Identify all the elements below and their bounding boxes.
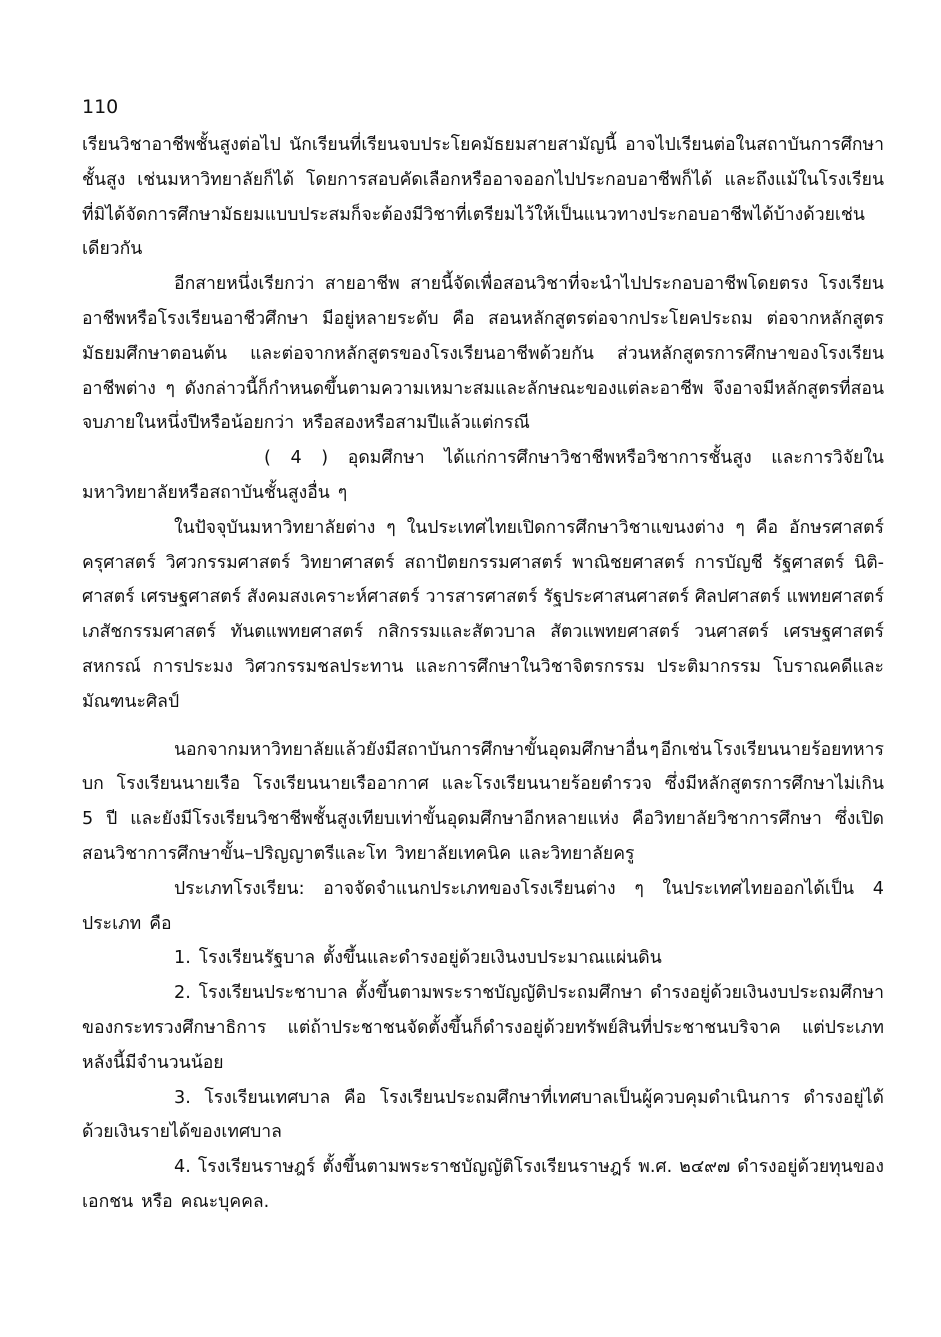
text-line: เดียวกัน <box>82 239 143 260</box>
text-line: จบภายในหนึ่งปีหรือน้อยกว่า หรือสองหรือสามปีแล้วแต่กรณี <box>82 413 530 434</box>
text-line: อาชีพหรือโรงเรียนอาชีวศึกษา มีอยู่หลายระดับ คือ สอนหลักสูตรต่อจากประโยคประถม ต่อจากหลักสูตร <box>82 308 884 329</box>
text-line: 4. โรงเรียนราษฎร์ ตั้งขึ้นตามพระราชบัญญัติโรงเรียนราษฎร์ พ.ศ. ๒๔๙๗ ดำรงอยู่ด้วยทุนของ <box>174 1157 884 1178</box>
text-line: บก โรงเรียนนายเรือ โรงเรียนนายเรืออากาศ และโรงเรียนนายร้อยตำรวจ ซึ่งมีหลักสูตรการศึกษาไม่เกิน <box>82 774 884 795</box>
text-line: ประเภท คือ <box>82 913 172 934</box>
paragraph <box>82 267 884 441</box>
text-line: ประเภทโรงเรียน: อาจจัดจำแนกประเภทของโรงเรียนต่าง ๆ ในประเทศไทยออกได้เป็น 4 <box>174 878 884 899</box>
paragraph <box>82 1081 884 1151</box>
paragraph <box>82 872 884 942</box>
text-line: 5 ปี และยังมีโรงเรียนวิชาชีพชั้นสูงเทียบเท่าขั้นอุดมศึกษาอีกหลายแห่ง คือวิทยาลัยวิชาการศึกษา ซึ่งเปิด <box>82 809 884 830</box>
paragraph <box>82 1150 884 1220</box>
paragraph <box>82 733 884 872</box>
text-line: มหาวิทยาลัยหรือสถาบันชั้นสูงอื่น ๆ <box>82 482 348 503</box>
paragraph-gap <box>82 720 884 733</box>
paragraph <box>82 128 884 267</box>
text-line: ด้วยเงินรายได้ของเทศบาล <box>82 1122 282 1143</box>
text-line: เภสัชกรรมศาสตร์ ทันตแพทยศาสตร์ กสิกรรมและสัตวบาล สัตวแพทยศาสตร์ วนศาสตร์ เศรษฐศาสตร์ <box>82 622 884 643</box>
page-number: 110 <box>82 96 119 118</box>
text-line: เรียนวิชาอาชีพชั้นสูงต่อไป นักเรียนที่เรียนจบประโยคมัธยมสายสามัญนี้ อาจไปเรียนต่อในสถาบันการศึกษา <box>82 135 884 155</box>
paragraph <box>82 511 884 720</box>
text-line: หลังนี้มีจำนวนน้อย <box>82 1052 224 1073</box>
text-line: อาชีพต่าง ๆ ดังกล่าวนี้ก็กำหนดขึ้นตามความเหมาะสมและลักษณะของแต่ละอาชีพ จึงอาจมีหลักสูตรที่สอน <box>82 378 884 399</box>
text-line: เอกชน หรือ คณะบุคคล. <box>82 1191 270 1212</box>
paragraph <box>82 941 884 976</box>
text-line: ( 4 ) อุดมศึกษา ได้แก่การศึกษาวิชาชีพหรือวิชาการชั้นสูง และการวิจัยใน <box>264 448 884 469</box>
text-line: สอนวิชาการศึกษาขั้น–ปริญญาตรีและโท วิทยาลัยเทคนิค และวิทยาลัยครู <box>82 843 635 864</box>
paragraph <box>82 441 884 511</box>
document-body <box>82 128 884 1220</box>
text-line: 2. โรงเรียนประชาบาล ตั้งขึ้นตามพระราชบัญญัติประถมศึกษา ดำรงอยู่ด้วยเงินงบประถมศึกษา <box>174 983 884 1004</box>
text-line: ที่มิได้จัดการศึกษามัธยมแบบประสมก็จะต้องมีวิชาที่เตรียมไว้ให้เป็นแนวทางประกอบอาชีพได้บ้างด้วยเช่น <box>82 204 865 225</box>
text-line: 3. โรงเรียนเทศบาล คือ โรงเรียนประถมศึกษาที่เทศบาลเป็นผู้ควบคุมดำเนินการ ดำรงอยู่ได้ <box>174 1087 884 1108</box>
text-line: ศาสตร์ เศรษฐศาสตร์ สังคมสงเคราะห์ศาสตร์ วารสารศาสตร์ รัฐประศาสนศาสตร์ ศิลปศาสตร์ แพทยศาสตร์ <box>82 587 884 608</box>
text-line: อีกสายหนึ่งเรียกว่า สายอาชีพ สายนี้จัดเพื่อสอนวิชาที่จะนำไปประกอบอาชีพโดยตรง โรงเรียน <box>174 274 884 295</box>
text-line: ในปัจจุบันมหาวิทยาลัยต่าง ๆ ในประเทศไทยเปิดการศึกษาวิชาแขนงต่าง ๆ คือ อักษรศาสตร์ <box>174 517 884 538</box>
text-line: ชั้นสูง เช่นมหาวิทยาลัยก็ได้ โดยการสอบคัดเลือกหรืออาจออกไปประกอบอาชีพก็ได้ และถึงแม้ในโรงเรียน <box>82 169 884 190</box>
text-line: มัณฑนะศิลป์ <box>82 691 180 712</box>
text-line: 1. โรงเรียนรัฐบาล ตั้งขึ้นและดำรงอยู่ด้วยเงินงบประมาณแผ่นดิน <box>174 948 662 969</box>
text-line: นอกจากมหาวิทยาลัยแล้วยังมีสถาบันการศึกษาขั้นอุดมศึกษาอื่น ๆ อีกเช่น โรงเรียนนายร้อยทหาร <box>174 739 884 760</box>
paragraph <box>82 976 884 1080</box>
text-line: สหกรณ์ การประมง วิศวกรรมชลประทาน และการศึกษาในวิชาจิตรกรรม ประติมากรรม โบราณคดีและ <box>82 656 884 677</box>
text-line: ของกระทรวงศึกษาธิการ แต่ถ้าประชาชนจัดตั้งขึ้นก็ดำรงอยู่ด้วยทรัพย์สินที่ประชาชนบริจาค แต่ประเภท <box>82 1017 884 1038</box>
text-line: มัธยมศึกษาตอนต้น และต่อจากหลักสูตรของโรงเรียนอาชีพด้วยกัน ส่วนหลักสูตรการศึกษาของโรงเรียน <box>82 343 884 364</box>
text-line: ครุศาสตร์ วิศวกรรมศาสตร์ วิทยาศาสตร์ สถาปัตยกรรมศาสตร์ พาณิชยศาสตร์ การบัญชี รัฐศาสตร์ นิติ- <box>82 552 884 573</box>
